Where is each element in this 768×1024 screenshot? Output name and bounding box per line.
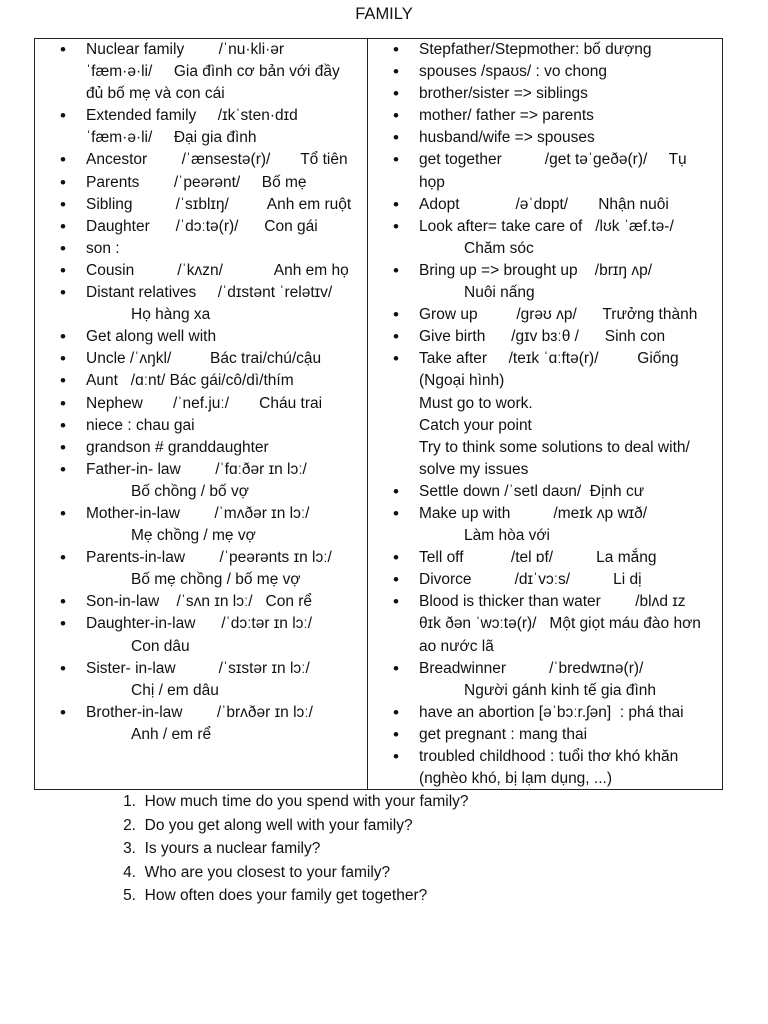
vocab-continuation: Làm hòa với: [464, 527, 550, 545]
vocab-entry: • Grow up /ɡrəʊ ʌp/ Trưởng thành: [368, 304, 722, 326]
left-column: [35, 39, 368, 789]
vocab-entry: • Sister- in-law /ˈsɪstər ɪn lɔː/: [35, 658, 367, 680]
vocab-entry: • Sibling /ˈsɪblɪŋ/ Anh em ruột: [35, 194, 367, 216]
vocab-continuation: Chị / em dâu: [131, 681, 219, 699]
vocab-continuation: (Ngoại hình): [419, 372, 505, 390]
vocab-entry: • Adopt /əˈdɒpt/ Nhận nuôi: [368, 194, 722, 216]
page-title: FAMILY: [355, 5, 413, 23]
vocab-entry: • Give birth /ɡɪv bɜːθ / Sinh con: [368, 326, 722, 348]
vocab-continuation: Chăm sóc: [464, 239, 534, 257]
vocab-continuation: họp: [419, 173, 445, 191]
question-number: 1.: [123, 793, 136, 810]
vocab-continuation: Người gánh kinh tế gia đình: [464, 681, 657, 699]
vocab-continuation: Catch your point: [419, 416, 532, 434]
vocab-entry: • Make up with /meɪk ʌp wɪð/: [368, 503, 722, 525]
question-item: [94, 861, 469, 885]
vocab-entry: • Uncle /ˈʌŋkl/ Bác trai/chú/cậu: [35, 348, 367, 370]
question-text: How often does your family get together?: [144, 887, 428, 904]
vocab-entry: • Daughter /ˈdɔːtə(r)/ Con gái: [35, 216, 367, 238]
vocab-continuation: ˈfæm·ə·li/ Gia đình cơ bản với đầy: [86, 63, 340, 81]
vocab-continuation: θɪk ðən ˈwɔːtə(r)/ Một giọt máu đào hơn: [419, 615, 701, 633]
question-number: 3.: [123, 840, 136, 857]
vocab-continuation: Họ hàng xa: [131, 306, 211, 324]
question-item: [94, 814, 469, 838]
vocab-continuation: Bố chồng / bố vợ: [131, 482, 249, 500]
vocab-entry: • Cousin /ˈkʌzn/ Anh em họ: [35, 260, 367, 282]
question-text: How much time do you spend with your family?: [144, 793, 469, 810]
question-text: Who are you closest to your family?: [144, 863, 391, 881]
vocab-entry: • get pregnant : mang thai: [368, 724, 722, 746]
vocab-continuation: ao nước lã: [419, 637, 494, 655]
vocab-entry: • Distant relatives /ˈdɪstənt ˈrelətɪv/: [35, 282, 367, 304]
vocab-entry: • Mother-in-law /ˈmʌðər ɪn lɔː/: [35, 503, 367, 525]
vocab-entry: • Nephew /ˈnef.juː/ Cháu trai: [35, 393, 367, 415]
vocab-entry: • Parents /ˈpeərənt/ Bố mẹ: [35, 172, 367, 194]
vocab-continuation: Nuôi nấng: [464, 284, 535, 302]
vocab-entry: • mother/ father => parents: [368, 105, 722, 127]
question-number: 5.: [123, 887, 136, 904]
vocab-entry: • Bring up => brought up /brɪŋ ʌp/: [368, 260, 722, 282]
vocab-entry: • brother/sister => siblings: [368, 83, 722, 105]
vocab-continuation: ˈfæm·ə·li/ Đại gia đình: [86, 129, 257, 147]
vocabulary-table: [34, 38, 723, 790]
vocab-entry: • niece : chau gai: [35, 415, 367, 437]
vocab-entry: • Brother-in-law /ˈbrʌðər ɪn lɔː/: [35, 702, 367, 724]
vocab-continuation: Bố mẹ chồng / bố mẹ vợ: [131, 571, 301, 589]
vocab-entry: • Stepfather/Stepmother: bố dượng: [368, 39, 722, 61]
vocab-entry: • Nuclear family /ˈnu·kli·ər: [35, 39, 367, 61]
vocab-entry: • Tell off /tel ɒf/ La mắng: [368, 547, 722, 569]
question-number: 2.: [123, 816, 136, 834]
vocab-entry: • have an abortion [əˈbɔːr.ʃən] : phá thai: [368, 702, 722, 724]
vocab-entry: • Daughter-in-law /ˈdɔːtər ɪn lɔː/: [35, 613, 367, 635]
right-vocab-list: [368, 39, 722, 790]
vocab-entry: • Parents-in-law /ˈpeərənts ɪn lɔː/: [35, 547, 367, 569]
vocab-entry: • Take after /teɪk ˈɑːftə(r)/ Giống: [368, 348, 722, 370]
vocab-entry: • Divorce /dɪˈvɔːs/ Li dị: [368, 569, 722, 591]
question-text: Is yours a nuclear family?: [144, 840, 321, 857]
vocab-entry: • get together /get təˈɡeðə(r)/ Tụ: [368, 149, 722, 171]
vocab-entry: • Blood is thicker than water /blʌd ɪz: [368, 591, 722, 613]
vocab-continuation: solve my issues: [419, 460, 529, 478]
question-text: Do you get along well with your family?: [144, 816, 413, 834]
question-number: 4.: [123, 863, 136, 881]
discussion-questions: [94, 790, 469, 908]
vocab-continuation: Con dâu: [131, 637, 190, 655]
question-item: [94, 790, 469, 814]
vocab-continuation: đủ bố mẹ và con cái: [86, 85, 225, 103]
vocab-entry: • husband/wife => spouses: [368, 127, 722, 149]
vocab-entry: • Father-in- law /ˈfɑːðər ɪn lɔː/: [35, 459, 367, 481]
vocab-entry: • Look after= take care of /lʊk ˈæf.tə-/: [368, 216, 722, 238]
vocab-entry: • Ancestor /ˈænsestə(r)/ Tổ tiên: [35, 149, 367, 171]
right-column: [368, 39, 722, 789]
vocab-entry: • Aunt /ɑːnt/ Bác gái/cô/dì/thím: [35, 370, 367, 392]
vocab-entry: • grandson # granddaughter: [35, 437, 367, 459]
vocab-entry: • Son-in-law /ˈsʌn ɪn lɔː/ Con rể: [35, 591, 367, 613]
vocab-entry: • son :: [35, 238, 367, 260]
vocab-continuation: Must go to work.: [419, 394, 533, 412]
vocab-entry: • Extended family /ɪkˈsten·dɪd: [35, 105, 367, 127]
vocab-entry: • troubled childhood : tuổi thơ khó khăn: [368, 746, 722, 768]
question-item: [94, 884, 469, 908]
vocab-continuation: (nghèo khó, bị lạm dụng, ...): [419, 770, 613, 788]
vocab-entry: • Breadwinner /ˈbredwɪnə(r)/: [368, 658, 722, 680]
vocab-continuation: Try to think some solutions to deal with/: [419, 438, 690, 456]
vocab-entry: • Get along well with: [35, 326, 367, 348]
left-vocab-list: [35, 39, 367, 746]
vocab-entry: • spouses /spaʊs/ : vo chong: [368, 61, 722, 83]
vocab-continuation: Anh / em rể: [131, 725, 212, 743]
question-item: [94, 837, 469, 861]
vocab-continuation: Mẹ chồng / mẹ vợ: [131, 527, 256, 545]
vocab-entry: • Settle down /ˈsetl daʊn/ Định cư: [368, 481, 722, 503]
